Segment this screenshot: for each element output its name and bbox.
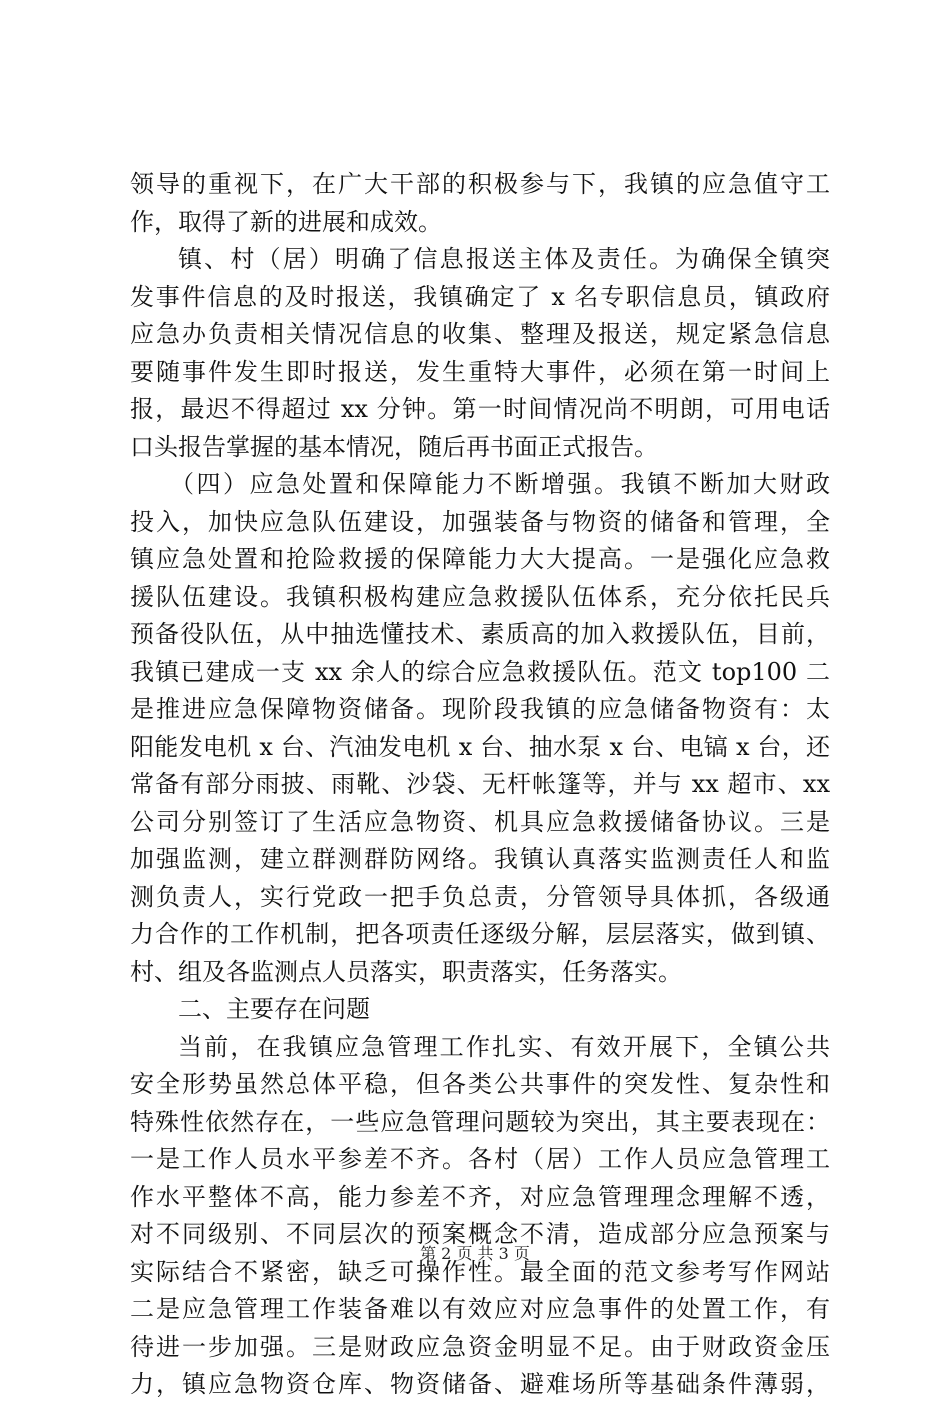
text-line: 特殊性依然存在，一些应急管理问题较为突出，其主要表现在： — [130, 1107, 830, 1136]
text-line: 公司分别签订了生活应急物资、机具应急救援储备协议。三是 — [130, 807, 830, 836]
text-line: 测负责人，实行党政一把手负总责，分管领导具体抓，各级通 — [130, 882, 830, 911]
text-line: 要随事件发生即时报送，发生重特大事件，必须在第一时间上 — [130, 357, 830, 386]
text-line: 援队伍建设。我镇积极构建应急救援队伍体系，充分依托民兵 — [130, 582, 830, 611]
text-line: 阳能发电机 x 台、汽油发电机 x 台、抽水泵 x 台、电镐 x 台，还 — [130, 732, 830, 761]
section-heading-line: （四）应急处置和保障能力不断增强。我镇不断加大财政 — [170, 470, 830, 498]
text-line: 作水平整体不高，能力参差不齐，对应急管理理念理解不透， — [130, 1182, 830, 1211]
text-line: 投入，加快应急队伍建设，加强装备与物资的储备和管理，全 — [130, 507, 830, 536]
text-line: 力合作的工作机制，把各项责任逐级分解，层层落实，做到镇、 — [130, 920, 830, 948]
text-line: 应急办负责相关情况信息的收集、整理及报送，规定紧急信息 — [130, 320, 830, 348]
text-line: 村、组及各监测点人员落实，职责落实，任务落实。 — [130, 957, 682, 986]
text-line: 加强监测，建立群测群防网络。我镇认真落实监测责任人和监 — [130, 845, 830, 873]
text-line: 对不同级别、不同层次的预案概念不清，造成部分应急预案与 — [130, 1220, 830, 1248]
text-line: 一是工作人员水平参差不齐。各村（居）工作人员应急管理工 — [130, 1145, 830, 1173]
paragraph-first-line: 当前，在我镇应急管理工作扎实、有效开展下，全镇公共 — [178, 1032, 830, 1061]
text-line: 发事件信息的及时报送，我镇确定了 x 名专职信息员，镇政府 — [130, 282, 830, 311]
text-line: 报，最迟不得超过 xx 分钟。第一时间情况尚不明朗，可用电话 — [130, 395, 830, 423]
section-heading: 二、主要存在问题 — [178, 995, 370, 1023]
text-line: 预备役队伍，从中抽选懂技术、素质高的加入救援队伍，目前， — [130, 620, 830, 648]
text-line: 作，取得了新的进展和成效。 — [130, 207, 442, 236]
text-line: 二是应急管理工作装备难以有效应对应急事件的处置工作，有 — [130, 1295, 830, 1323]
page-footer: 第 2 页 共 3 页 — [420, 1244, 530, 1263]
text-line: 镇应急处置和抢险救援的保障能力大大提高。一是强化应急救 — [130, 545, 830, 573]
text-line: 常备有部分雨披、雨靴、沙袋、无杆帐篷等，并与 xx 超市、xx — [130, 770, 830, 798]
text-line: 实际结合不紧密，缺乏可操作性。最全面的范文参考写作网站 — [130, 1257, 830, 1286]
document-body — [130, 166, 830, 1404]
text-line: 待进一步加强。三是财政应急资金明显不足。由于财政资金压 — [130, 1332, 830, 1361]
text-line: 口头报告掌握的基本情况，随后再书面正式报告。 — [130, 432, 658, 461]
text-line: 力，镇应急物资仓库、物资储备、避难场所等基础条件薄弱， — [130, 1370, 830, 1398]
text-line: 安全形势虽然总体平稳，但各类公共事件的突发性、复杂性和 — [130, 1070, 830, 1098]
paragraph-first-line: 镇、村（居）明确了信息报送主体及责任。为确保全镇突 — [178, 245, 830, 273]
text-line: 是推进应急保障物资储备。现阶段我镇的应急储备物资有：太 — [130, 695, 830, 723]
text-line: 我镇已建成一支 xx 余人的综合应急救援队伍。范文 top100 二 — [130, 657, 830, 686]
text-line: 领导的重视下，在广大干部的积极参与下，我镇的应急值守工 — [130, 170, 830, 198]
